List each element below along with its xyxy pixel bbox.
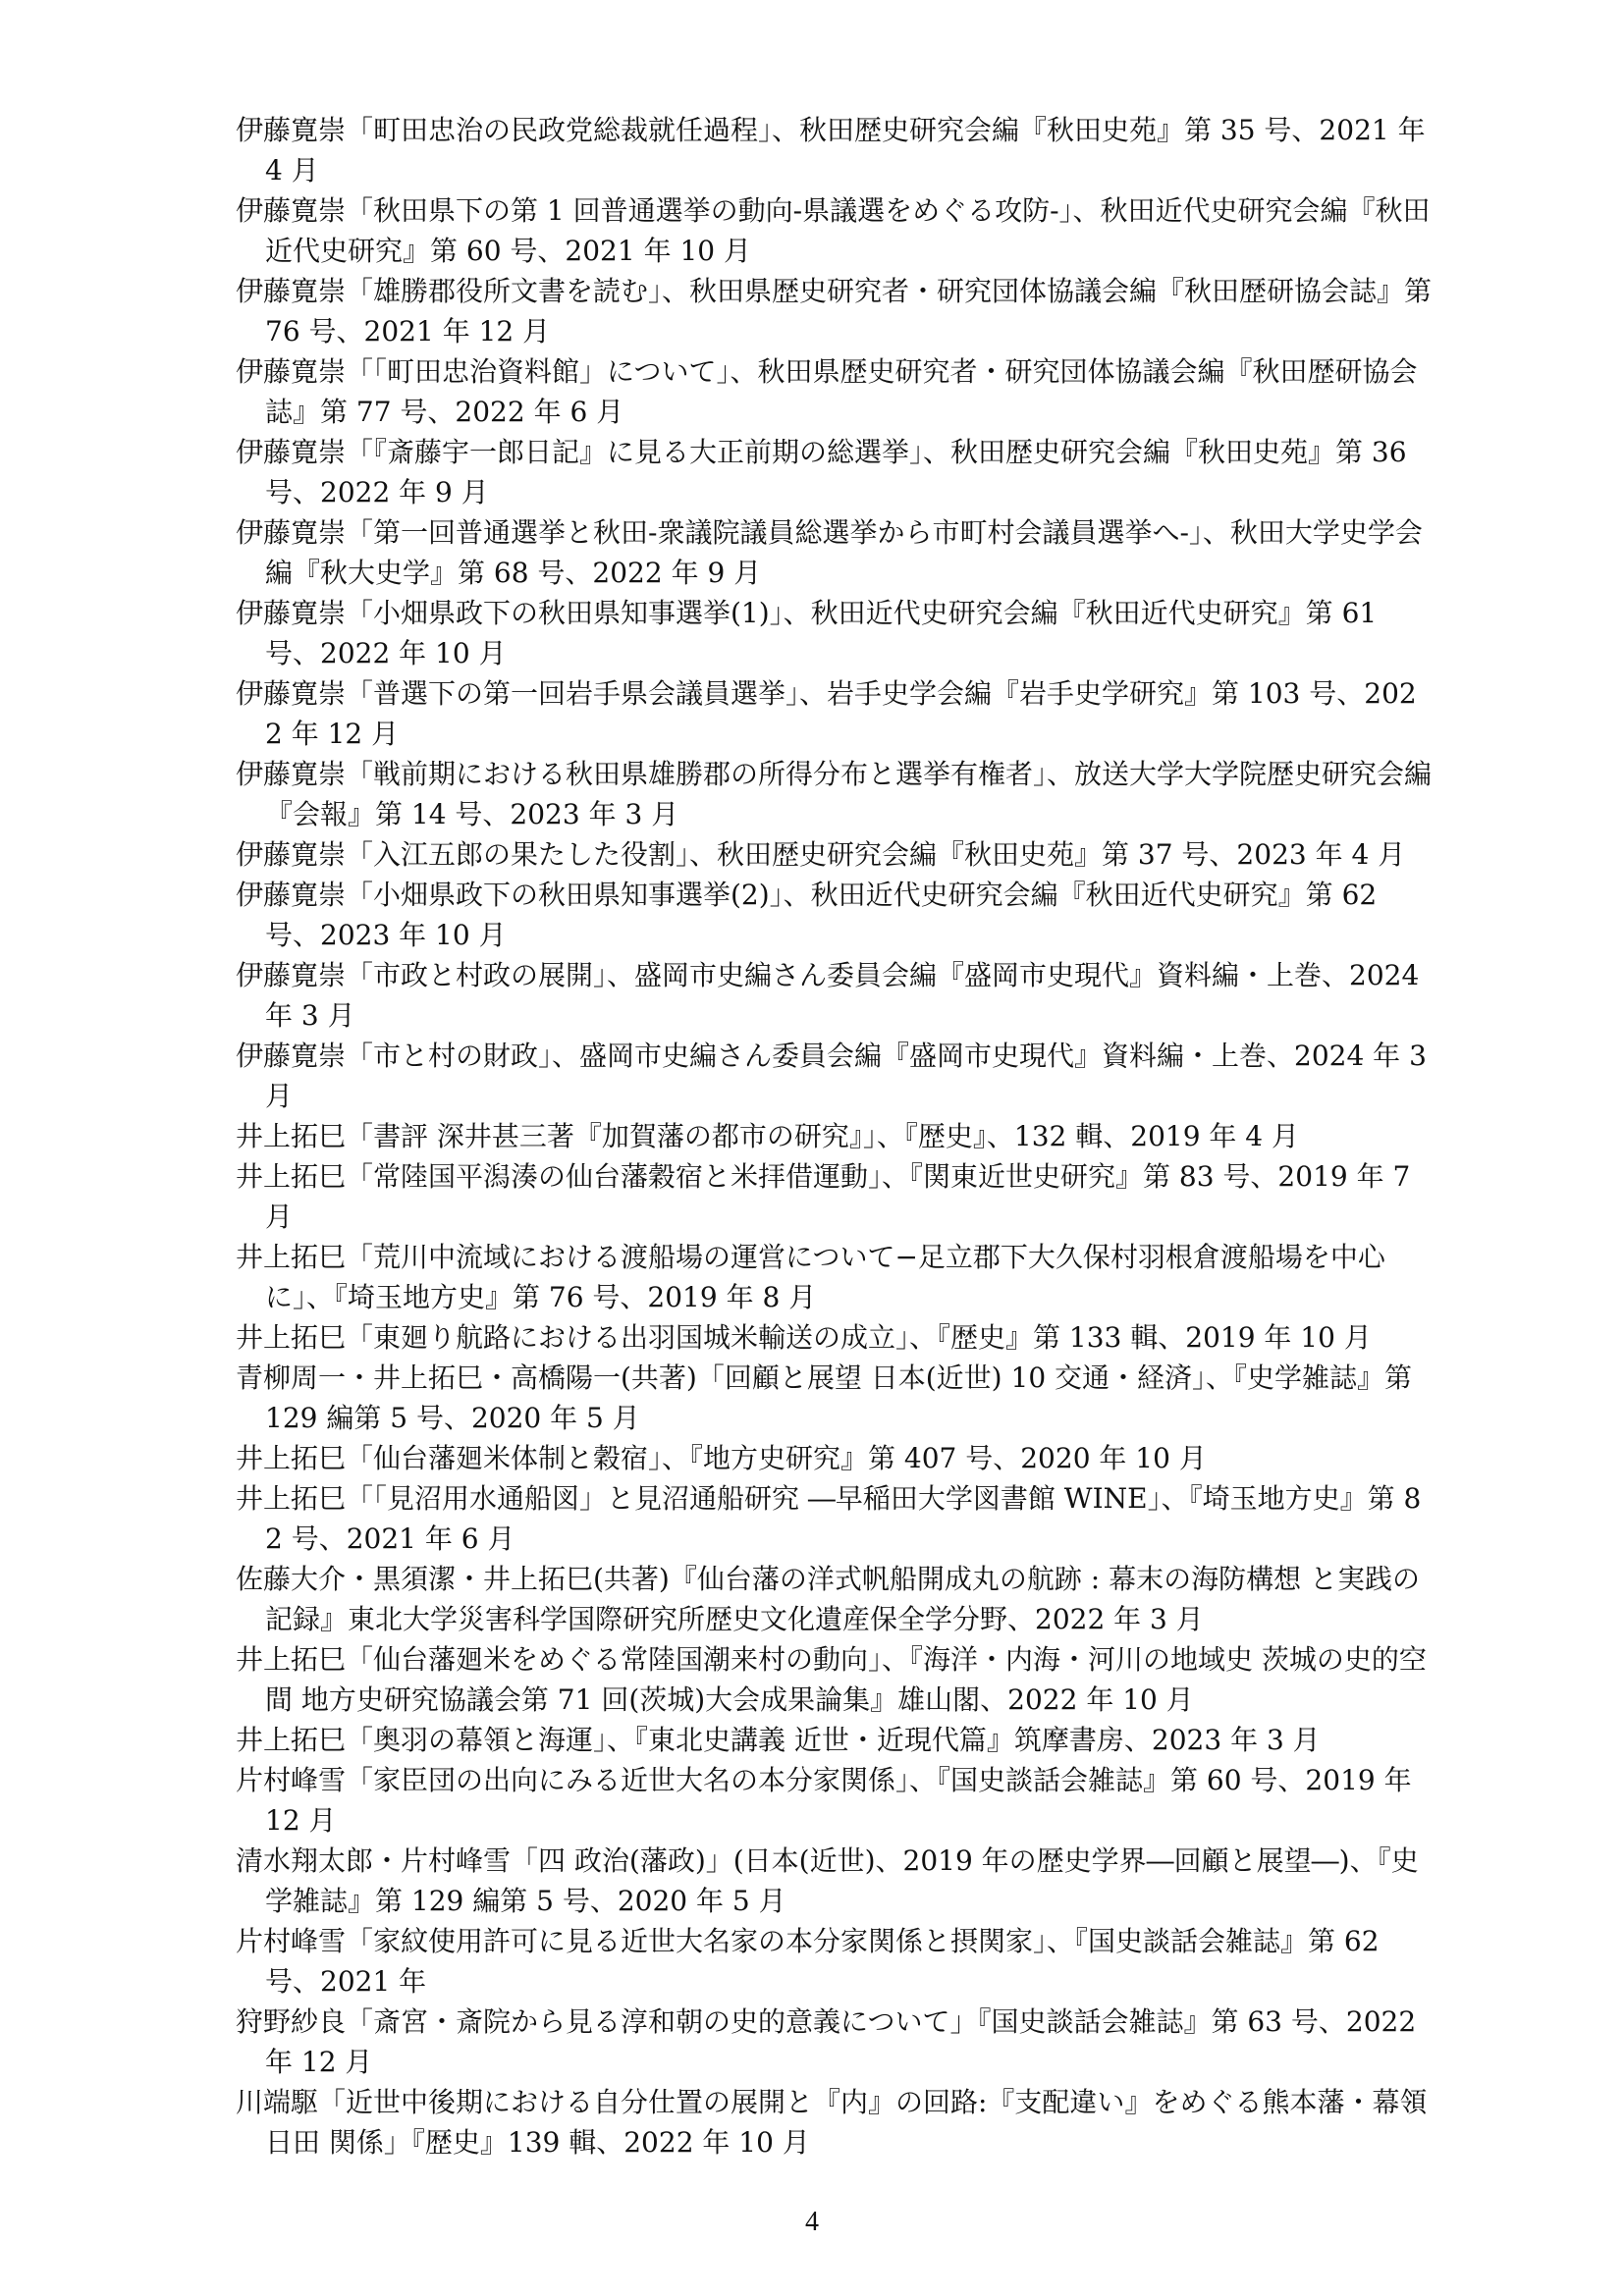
bibliography-entry: 川端駆「近世中後期における自分仕置の展開と『内』の回路:『支配違い』をめぐる熊本藩・幕領日田 関係」『歴史』139 輯、2022 年 10 月 [236, 2086, 1428, 2159]
bibliography-entry: 伊藤寛崇「市政と村政の展開」、盛岡市史編さん委員会編『盛岡市史現代』資料編・上巻、2024 年 3 月 [236, 959, 1420, 1032]
bibliography-entry: 井上拓巳「東廻り航路における出羽国城米輸送の成立」、『歴史』第 133 輯、2019 年 10 月 [236, 1321, 1372, 1354]
bibliography-entry: 伊藤寛崇「第一回普通選挙と秋田-衆議院議員総選挙から市町村会議員選挙へ-」、秋田大学史学会編『秋大史学』第 68 号、2022 年 9 月 [236, 516, 1423, 589]
bibliography-entry: 伊藤寛崇「戦前期における秋田県雄勝郡の所得分布と選挙有権者」、放送大学大学院歴史研究会編『会報』第 14 号、2023 年 3 月 [236, 758, 1433, 830]
bibliography-entry: 井上拓巳「書評 深井甚三著『加賀藩の都市の研究』」、『歴史』、132 輯、2019 年 4 月 [236, 1120, 1300, 1152]
bibliography-entry: 片村峰雪「家臣団の出向にみる近世大名の本分家関係」、『国史談話会雑誌』第 60 号、2019 年 12 月 [236, 1764, 1412, 1837]
bibliography-entry: 伊藤寛崇「市と村の財政」、盛岡市史編さん委員会編『盛岡市史現代』資料編・上巻、2024 年 3 月 [236, 1040, 1427, 1112]
bibliography-entry: 伊藤寛崇「「町田忠治資料館」について」、秋田県歴史研究者・研究団体協議会編『秋田歴研協会誌』第 77 号、2022 年 6 月 [236, 355, 1418, 428]
bibliography-entry: 井上拓巳「常陸国平潟湊の仙台藩穀宿と米拝借運動」、『関東近世史研究』第 83 号、2019 年 7 月 [236, 1160, 1411, 1233]
bibliography-entry: 伊藤寛崇「小畑県政下の秋田県知事選挙(2)」、秋田近代史研究会編『秋田近代史研究』第 62 号、2023 年 10 月 [236, 879, 1378, 951]
bibliography-entry: 片村峰雪「家紋使用許可に見る近世大名家の本分家関係と摂関家」、『国史談話会雑誌』第 62 号、2021 年 [236, 1925, 1380, 1998]
bibliography-entry: 清水翔太郎・片村峰雪「四 政治(藩政)」(日本(近世)、2019 年の歴史学界―回顧と展望―)、『史学雑誌』第 129 編第 5 号、2020 年 5 月 [236, 1844, 1419, 1917]
bibliography-entry: 井上拓巳「仙台藩廻米をめぐる常陸国潮来村の動向」、『海洋・内海・河川の地域史 茨城の史的空間 地方史研究協議会第 71 回(茨城)大会成果論集』雄山閣、2022 年 10 月 [236, 1643, 1427, 1716]
bibliography-entry: 伊藤寛崇「雄勝郡役所文書を読む」、秋田県歴史研究者・研究団体協議会編『秋田歴研協会誌』第 76 号、2021 年 12 月 [236, 275, 1433, 347]
bibliography-entry: 井上拓巳「「見沼用水通船図」と見沼通船研究 ―早稲田大学図書館 WINE」、『埼玉地方史』第 82 号、2021 年 6 月 [236, 1482, 1422, 1555]
page-number: 4 [805, 2207, 819, 2237]
bibliography-entry: 伊藤寛崇「入江五郎の果たした役割」、秋田歴史研究会編『秋田史苑』第 37 号、2023 年 4 月 [236, 838, 1406, 871]
bibliography-entry: 佐藤大介・黒須潔・井上拓巳(共著)『仙台藩の洋式帆船開成丸の航跡 : 幕末の海防構想 と実践の記録』東北大学災害科学国際研究所歴史文化遺産保全学分野、2022 年 3 月 [236, 1563, 1420, 1635]
bibliography-list [236, 110, 1434, 2163]
bibliography-entry: 伊藤寛崇「小畑県政下の秋田県知事選挙(1)」、秋田近代史研究会編『秋田近代史研究』第 61 号、2022 年 10 月 [236, 597, 1378, 669]
bibliography-entry: 井上拓巳「仙台藩廻米体制と穀宿」、『地方史研究』第 407 号、2020 年 10 月 [236, 1442, 1207, 1474]
bibliography-entry: 井上拓巳「荒川中流域における渡船場の運営について−足立郡下大久保村羽根倉渡船場を中心に」、『埼玉地方史』第 76 号、2019 年 8 月 [236, 1241, 1385, 1313]
bibliography-entry: 伊藤寛崇「普選下の第一回岩手県会議員選挙」、岩手史学会編『岩手史学研究』第 103 号、2022 年 12 月 [236, 677, 1417, 750]
bibliography-entry: 伊藤寛崇「秋田県下の第 1 回普通選挙の動向-県議選をめぐる攻防-」、秋田近代史研究会編『秋田近代史研究』第 60 号、2021 年 10 月 [236, 194, 1431, 267]
bibliography-entry: 井上拓巳「奥羽の幕領と海運」、『東北史講義 近世・近現代篇』筑摩書房、2023 年 3 月 [236, 1724, 1321, 1756]
bibliography-entry: 伊藤寛崇「『斎藤宇一郎日記』に見る大正前期の総選挙」、秋田歴史研究会編『秋田史苑』第 36 号、2022 年 9 月 [236, 436, 1407, 508]
bibliography-entry: 狩野紗良「斎宮・斎院から見る淳和朝の史的意義について」『国史談話会雑誌』第 63 号、2022 年 12 月 [236, 2005, 1417, 2078]
bibliography-entry: 青柳周一・井上拓巳・高橋陽一(共著)「回顧と展望 日本(近世) 10 交通・経済」、『史学雑誌』第 129 編第 5 号、2020 年 5 月 [236, 1362, 1413, 1434]
bibliography-entry: 伊藤寛崇「町田忠治の民政党総裁就任過程」、秋田歴史研究会編『秋田史苑』第 35 号、2021 年 4 月 [236, 114, 1426, 187]
